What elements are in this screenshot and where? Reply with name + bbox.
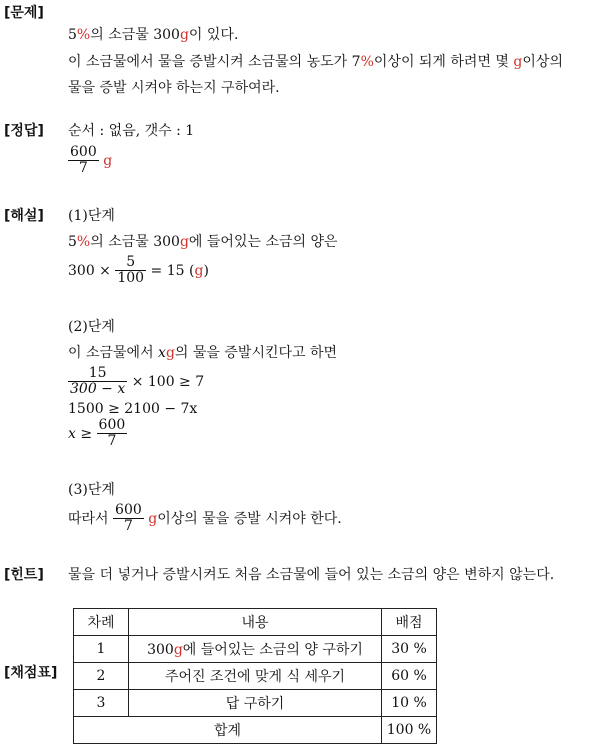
- step2-eq3: x ≥ $\frac{600}{7}$: [68, 417, 126, 450]
- step2-text: 이 소금물에서 xg의 물을 증발시킨다고 하면: [68, 345, 338, 361]
- table-total-row: 합계 100 %: [74, 717, 437, 744]
- scoring-table: [73, 608, 437, 744]
- problem-line-1: 5%의 소금물 300g이 있다.: [68, 27, 239, 43]
- answer-value: $\frac{600}{7}$ g: [70, 144, 113, 177]
- header-order: 차례: [74, 609, 129, 636]
- hint-label: [힌트]: [4, 567, 44, 583]
- solution-label: [해설]: [4, 208, 44, 224]
- step3-title: (3)단계: [68, 482, 115, 498]
- header-content: 내용: [129, 609, 382, 636]
- problem-label: [문제]: [4, 5, 44, 21]
- step1-equation: 300 × $\frac{5}{100}$ = 15 (g): [68, 254, 209, 287]
- step2-eq1: $\frac{15}{300 - x}$ × 100 ≥ 7: [70, 365, 205, 398]
- table-row: 3 답 구하기 10 %: [74, 690, 437, 717]
- problem-line-2: 이 소금물에서 물을 증발시켜 소금물의 농도가 7%이상이 되게 하려면 몇 g이상의: [68, 54, 563, 70]
- problem-line-3: 물을 증발 시켜야 하는지 구하여라.: [68, 80, 280, 96]
- hint-text: 물을 더 넣거나 증발시켜도 처음 소금물에 들어 있는 소금의 양은 변하지 않는다.: [68, 567, 555, 583]
- table-row: 1 300g에 들어있는 소금의 양 구하기 30 %: [74, 636, 437, 663]
- answer-label: [정답]: [4, 123, 44, 139]
- step3-text: 따라서 $\frac{600}{7}$ g이상의 물을 증발 시켜야 한다.: [68, 502, 342, 535]
- step1-text: 5%의 소금물 300g에 들어있는 소금의 양은: [68, 234, 338, 250]
- step1-title: (1)단계: [68, 208, 115, 224]
- answer-fraction: $\frac{600}{7}$: [70, 144, 97, 177]
- scoring-label: [채점표]: [4, 665, 58, 681]
- answer-meta: 순서 : 없음, 갯수 : 1: [68, 123, 195, 139]
- step2-title: (2)단계: [68, 319, 115, 335]
- step2-eq2: 1500 ≥ 2100 − 7x: [68, 401, 198, 417]
- table-row: 2 주어진 조건에 맞게 식 세우기 60 %: [74, 663, 437, 690]
- table-header-row: [74, 609, 437, 636]
- header-score: 배점: [382, 609, 437, 636]
